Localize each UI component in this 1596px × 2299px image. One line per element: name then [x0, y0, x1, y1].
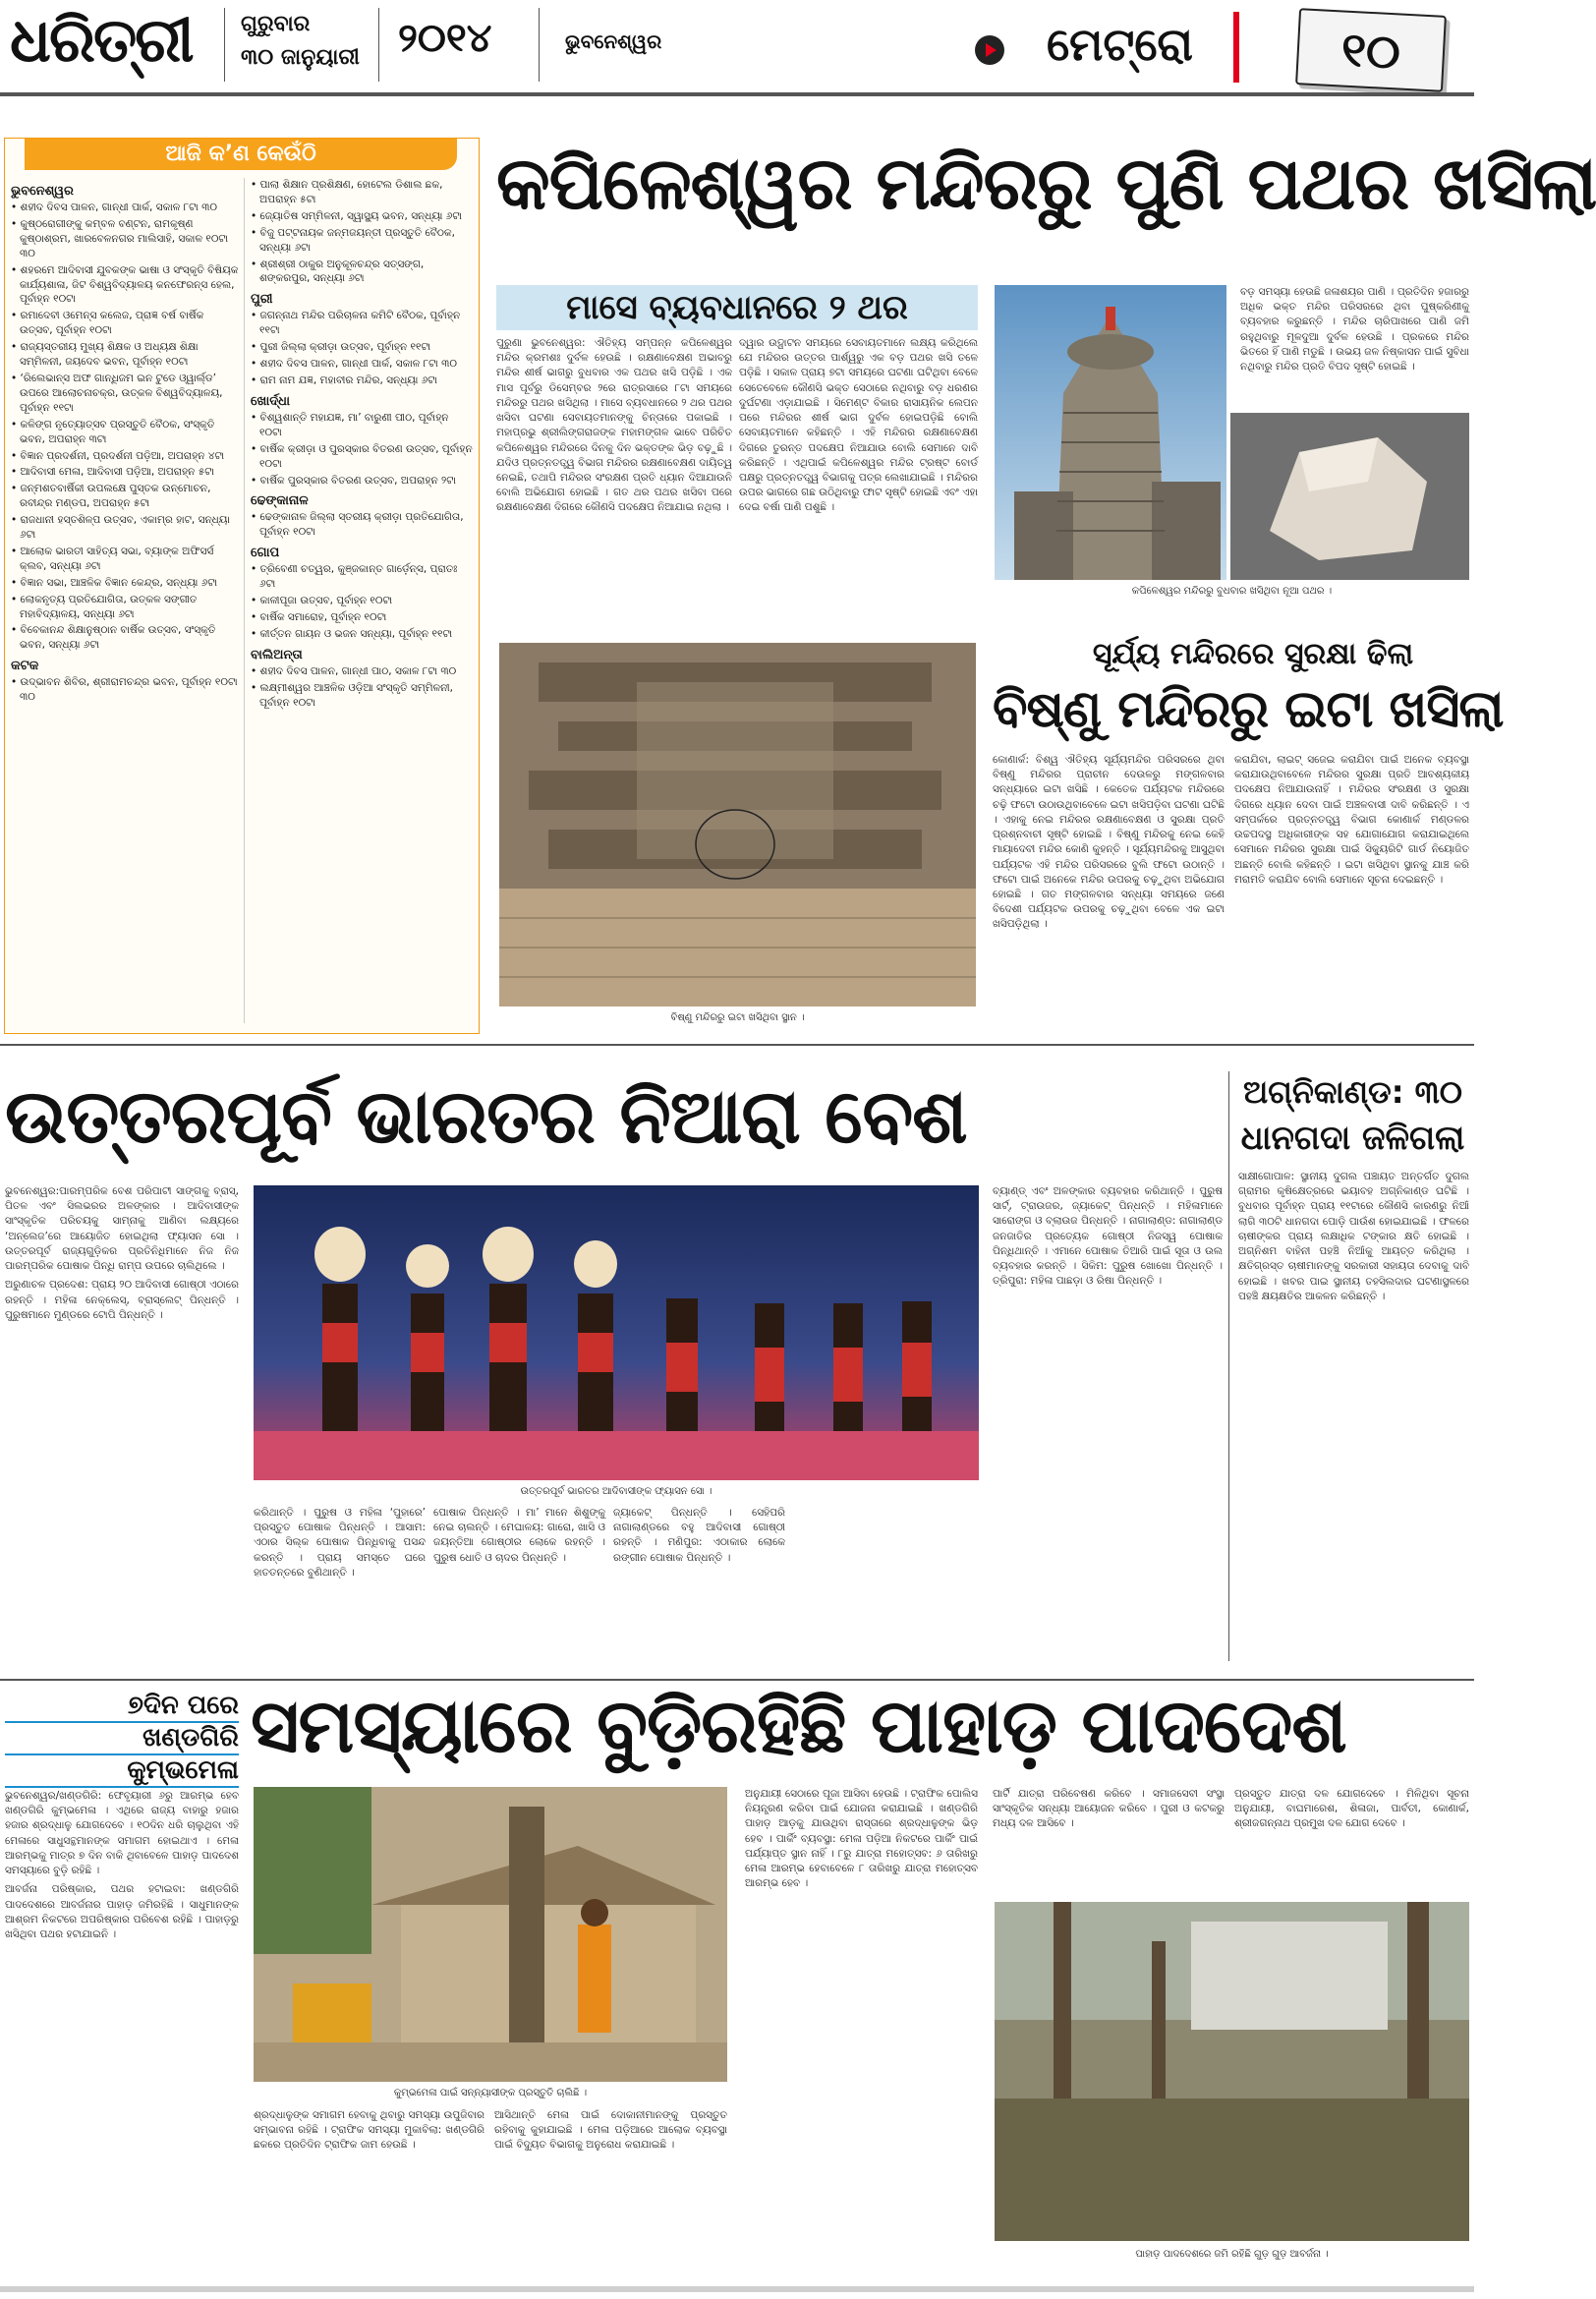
- story3-caption: ଉତ୍ତରପୂର୍ବ ଭାରତର ଆଦିବାସୀଙ୍କ ଫ୍ୟାସନ ସୋ ।: [520, 1486, 712, 1497]
- sidebar-event-item: • ଉଦ୍ଭାବନ ଶିବିର, ଶ୍ରୀରାମଚନ୍ଦ୍ର ଭବନ, ପୂର୍ବାହ୍ନ ୧୦ଟା ୩୦: [11, 675, 239, 705]
- sidebar-col-1: [11, 178, 239, 1027]
- sidebar-title: ଆଜି କ’ଣ କେଉଁଠି: [25, 139, 457, 170]
- story3-col-4: ଜ୍ୟାକେଟ୍ ପିନ୍ଧନ୍ତି । ସେହିପରି ନାଗାଲାଣ୍ଡରେ ବହୁ ଆଦିବାସୀ ଗୋଷ୍ଠୀ ରହନ୍ତି । ମଣିପୁର: ଏଠାକାର ଲୋକେ ରଙ୍ଗୀନ ପୋଷାକ ପିନ୍ଧନ୍ତି ।: [613, 1507, 785, 1564]
- story1-kicker-text: ମାସେ ବ୍ୟବଧାନରେ ୨ ଥର: [566, 288, 908, 327]
- date: ୩୦ ଜାନୁୟାରୀ: [241, 45, 360, 70]
- sidebar-section-heading: ଭୁବନେଶ୍ୱର: [11, 184, 74, 199]
- page-number-badge: [1295, 8, 1447, 92]
- stone-illustration: [1230, 413, 1469, 580]
- sidebar-event-item: • ରମାଦେବୀ ଓମେନ୍ସ କଲେଜ, ପ୍ରାଜ୍ଞ ବର୍ଷ ବାର୍ଷିକ ଉତ୍ସବ, ପୂର୍ବାହ୍ନ ୧୦ଟା: [11, 309, 239, 338]
- sidebar-event-item: • ଢେଙ୍କାନାଳ ଜିଲ୍ଲା ସ୍ତରୀୟ କ୍ରୀଡ଼ା ପ୍ରତିଯୋଗିତା, ପୂର୍ବାହ୍ନ ୧୦ଟା: [251, 510, 473, 540]
- sidebar-event-item: • ‘ରିଲେଭାନ୍ସ ଅଫ ଗାନ୍ଧିଜମ ଇନ ଟୁଡେ ଓ୍ୱାର୍ଲ୍ଡ’ ଉପରେ ଆଲୋଚନାଚକ୍ର, ଉତ୍କଳ ବିଶ୍ୱବିଦ୍ୟାଳୟ, ପୂର୍ବାହ୍ନ ୧୧ଟା: [11, 372, 239, 416]
- story3-col-1-text: ଭୁବନେଶ୍ୱର:ପାରମ୍ପରିକ ବେଶ ପରିପାଟୀ ସାଙ୍ଗକୁ ବ୍ରାସ୍, ପିତଳ ଏବଂ ସିଲଭରର ଅଳଙ୍କାର । ଆଦିବାସୀଙ୍କ ସାଂସ୍କୃତିକ ପରିଚୟକୁ ସାମ୍ନାକୁ ଆଣିବା ଲକ୍ଷ୍ୟରେ ‘ଅନ୍ଲେଜ’ରେ ଆୟୋଜିତ ହୋଇଥିଲା ଫ୍ୟାସନ ସୋ । ଉତ୍ତରପୂର୍ବ ରାଜ୍ୟଗୁଡ଼ିକର ପ୍ରତିନିଧିମାନେ ନିଜ ନିଜ ପାରମ୍ପରିକ ପୋଷାକ ପିନ୍ଧି ରାମ୍ପ ଉପରେ ଚାଲିଥିଲେ ।: [5, 1185, 239, 1273]
- footer-rule: [0, 2286, 1474, 2292]
- story5-col-1-text: ଭୁବନେଶ୍ୱର/ଖଣ୍ଡଗିରି: ଫେବୃୟାରୀ ୬ରୁ ଆରମ୍ଭ ହେବ ଖଣ୍ଡଗିରି କୁମ୍ଭମେଳା । ଏଥିରେ ରାଜ୍ୟ ବାହାରୁ ହଜାର ହଜାର ଶ୍ରଦ୍ଧାଳୁ ଯୋଗଦେବେ । ୧୦ଦିନ ଧରି ଚାଲୁଥିବା ଏହି ମେଳାରେ ସାଧୁସନ୍ଥମାନଙ୍କ ସମାଗମ ହୋଇଥାଏ । ମେଳା ଆରମ୍ଭକୁ ମାତ୍ର ୭ ଦିନ ବାକି ଥିବାବେଳେ ପାହାଡ଼ ପାଦଦେଶ ସମସ୍ୟାରେ ବୁଡ଼ି ରହିଛି ।: [5, 1790, 239, 1877]
- sidebar-event-item: • ତ୍ରିବେଣୀ ଚତ୍ୱର, କୁଞ୍ଜକାନ୍ତ ଗାର୍ଡ଼େନ୍ସ, ପ୍ରାତଃ ୬ଟା: [251, 562, 473, 592]
- newspaper-logo: ଧରିତ୍ରୀ: [10, 4, 193, 76]
- story1-col-3: ବଡ଼ ସମସ୍ୟା ହେଉଛି ଜଳାଶୟର ପାଣି । ପ୍ରତିଦିନ ହଜାରରୁ ଅଧିକ ଭକ୍ତ ମନ୍ଦିର ପରିସରରେ ଥିବା ପୁଷ୍କରିଣୀକୁ ବ୍ୟବହାର କରୁଛନ୍ତି । ମନ୍ଦିର ଚାରିପାଖରେ ପାଣି ଜମି ରହୁଥିବାରୁ ମୂଳଦୁଆ ଦୁର୍ବଳ ହେଉଛି । ପ୍ରକରେ ମନ୍ଦିର ଭିତରେ ହିଁ ପାଣି ମଡୁଛି । ଉଭୟ ଜଳ ନିଷ୍କାସନ ପାଇଁ ସୁବିଧା ନଥିବାରୁ ମନ୍ଦିର ପ୍ରତି ବିପଦ ସୃଷ୍ଟି ହୋଇଛି ।: [1240, 286, 1469, 374]
- sidebar-section-heading: ବାଲିଅନ୍ତା: [251, 647, 303, 662]
- sidebar-event-item: • ଶହୀଦ ଦିବସ ପାଳନ, ଗାନ୍ଧୀ ପାର୍କ, ସକାଳ ୮ଟା ୩୦: [11, 201, 239, 215]
- sidebar-event-item: • ଶହୀଦ ଦିବସ ପାଳନ, ଗାନ୍ଧୀ ପାର୍କ, ସକାଳ ୮ଟା ୩୦: [251, 357, 473, 372]
- story4-headline: ଧାନଗଦା ଜଳିଗଲା: [1240, 1119, 1465, 1158]
- story5-caption-2: ପାହାଡ଼ ପାଦଦେଶରେ ଜମି ରହିଛି ଗୁଡ଼ ଗୁଡ଼ ଆବର୍ଜନା ।: [1135, 2249, 1329, 2260]
- sidebar-event-item: • ବାର୍ଷିକ କ୍ରୀଡ଼ା ଓ ପୁରସ୍କାର ବିତରଣ ଉତ୍ସବ, ପୂର୍ବାହ୍ନ ୧୦ଟା: [251, 442, 473, 472]
- dancers-illustration: [254, 1185, 979, 1480]
- story1-col-1: ପୁରୁଣା ଭୁବନେଶ୍ୱର: ଐତିହ୍ୟ ସମ୍ପନ୍ନ କପିଳେଶ୍ୱର ମନ୍ଦିର କ୍ରମଶଃ ଦୁର୍ବଳ ହେଉଛି । ରକ୍ଷଣାବେକ୍ଷଣ ଅଭାବରୁ ମନ୍ଦିର ଶୀର୍ଷ ଭାଗରୁ ବୁଧବାର ଏକ ପଥର ଖସି ପଡ଼ିଛି । ଏକ ମାସ ପୂର୍ବରୁ ଡିସେମ୍ବର ୨ରେ ରାତ୍ରସାରେ ୮ଟା ସମୟରେ ମନ୍ଦିରରୁ ପଥର ଖସିଥିଲା । ମାସେ ବ୍ୟବଧାନରେ ୨ ଥର ପଥର ଖସିବା ଘଟଣା ସେବାୟତମାନଙ୍କୁ ଚିନ୍ତାରେ ପକାଇଛି । ମହାପ୍ରଭୁ ଶ୍ରୀଲିଙ୍ଗରାଜଙ୍କ ମହାମଙ୍ଗଳ ଭାବେ ପରିଚିତ କପିଳେଶ୍ୱର ମନ୍ଦିରରେ ଦିନକୁ ଦିନ ଭକ୍ତଙ୍କ ଭିଡ଼ ବଢ଼ୁଛି । ଯଦିଓ ପ୍ରତ୍ନତତ୍ତ୍ୱ ବିଭାଗ ମନ୍ଦିରର ରକ୍ଷଣାବେକ୍ଷଣ ଦାୟିତ୍ୱ ନେଇଛି, ତଥାପି ମନ୍ଦିରର ସଂରକ୍ଷଣ ପ୍ରତି ଧ୍ୟାନ ଦିଆଯାଉନି ବୋଲି ଅଭିଯୋଗ ହୋଇଛି । ଗତ ଥର ପଥର ଖସିବା ପରେ ରକ୍ଷଣାବେକ୍ଷଣ ଦିଗରେ କୌଣସି ପଦକ୍ଷେପ ନିଆଯାଇ ନଥିଲା ।: [496, 337, 732, 514]
- sidebar-event-item: • ଲକ୍ଷ୍ମୀଶ୍ୱର ଆଞ୍ଚଳିକ ଓଡ଼ିଆ ସଂସ୍କୃତି ସମ୍ମିଳନୀ, ପୂର୍ବାହ୍ନ ୧୦ଟା: [251, 681, 473, 711]
- story5-col-1b-text: ଆବର୍ଜନା ପରିଷ୍କାର, ପଥର ହଟାଇବା: ଖଣ୍ଡଗିରି ପାଦଦେଶରେ ଆବର୍ଜନାର ପାହାଡ଼ ଜମିରହିଛି । ସାଧୁମାନଙ୍କ ଆଶ୍ରମ ନିକଟରେ ଅପରିଷ୍କାର ପରିବେଶ ରହିଛି । ପାହାଡ଼ରୁ ଖସିଥିବା ପଥର ହଟାଯାଇନି ।: [5, 1883, 239, 1940]
- sidebar-col-2: [251, 178, 473, 1027]
- section-divider: [1233, 12, 1239, 83]
- year: ୨୦୧୪: [398, 16, 492, 61]
- story3-col-3: ପୋଷାକ ପିନ୍ଧନ୍ତି । ମା’ ମାନେ ଶିଶୁଙ୍କୁ ନେଇ ଚାଲନ୍ତି । ମେଘାଳୟ: ଗାରୋ, ଖାସି ଓ ଜୟନ୍ତିଆ ଗୋଷ୍ଠୀର ଲୋକେ ରହନ୍ତି । ପୁରୁଷ ଧୋତି ଓ ଚାଦର ପିନ୍ଧନ୍ତି ।: [433, 1507, 605, 1564]
- vishnu-temple-photo: [499, 643, 976, 1006]
- sidebar-event-item: • ରାଜଧାନୀ ହସ୍ତଶିଳ୍ପ ଉତ୍ସବ, ଏକାମ୍ର ହାଟ, ସନ୍ଧ୍ୟା ୬ଟା: [11, 513, 239, 543]
- sidebar-event-item: • ପୁରୀ ଜିଲ୍ଲା କ୍ରୀଡ଼ା ଉତ୍ସବ, ପୂର୍ବାହ୍ନ ୧୧ଟା: [251, 340, 473, 355]
- story3-col-1: [5, 1184, 239, 1666]
- story3-col-5: ବ୍ୟାଣ୍ଡ୍ ଏବଂ ଅଳଙ୍କାର ବ୍ୟବହାର କରିଥାନ୍ତି । ପୁରୁଷ ସାର୍ଟ୍, ଟ୍ରାଉଜର, ଜ୍ୟାକେଟ୍ ପିନ୍ଧନ୍ତି । ମହିଳାମାନେ ସାରୋଙ୍ଗ ଓ ବ୍ଲାଉଜ ପିନ୍ଧନ୍ତି । ନାଗାଲାଣ୍ଡ: ନାଗାଲାଣ୍ଡ ଜନଜାତିର ପ୍ରତ୍ୟେକ ଗୋଷ୍ଠୀ ନିଜସ୍ୱ ପୋଷାକ ପିନ୍ଧିଥାନ୍ତି । ଏମାନେ ପୋଷାକ ତିଆରି ପାଇଁ ସୂତା ଓ ଉଲ ବ୍ୟବହାର କରନ୍ତି । ସିକିମ: ପୁରୁଷ ଖୋଖୋ ପିନ୍ଧନ୍ତି । ତ୍ରିପୁରା: ମହିଳା ପାଛଡ଼ା ଓ ରିଷା ପିନ୍ଧନ୍ତି ।: [993, 1185, 1223, 1288]
- sidebar-event-item: • ବାର୍ଷିକ ସମାରୋହ, ପୂର୍ବାହ୍ନ ୧୦ଟା: [251, 610, 473, 625]
- sidebar-event-item: • ପାଲା ଶିକ୍ଷାନ ପ୍ରଶିକ୍ଷଣ, ହୋଟେଲ ଡିଶାଲ ଛକ, ଅପରାହ୍ନ ୫ଟା: [251, 178, 473, 207]
- story5-col-6: ପ୍ରସ୍ତୁତ ଯାତ୍ରା ଦଳ ଯୋଗଦେବେ । ମିଳିଥିବା ସୂଚନା ଅନୁଯାୟୀ, ବାଘମାରେଶ, ଶିଳାଜା, ପାର୍ବତୀ, କୋଣାର୍କ, ଶ୍ରୀଜଗନ୍ନାଥ ପ୍ରମୁଖ ଦଳ ଯୋଗ ଦେବେ ।: [1234, 1788, 1469, 1830]
- page-number: ୧୦: [1340, 22, 1402, 81]
- sidebar-event-item: • ବିଜ୍ଞାନ ପ୍ରଦର୍ଶନୀ, ପ୍ରଦର୍ଶନୀ ପଡ଼ିଆ, ଅପରାହ୍ନ ୪ଟା: [11, 449, 239, 464]
- events-sidebar: [4, 138, 480, 1034]
- sidebar-event-item: • ଜନ୍ମଶତବାର୍ଷିକୀ ଉପଲକ୍ଷେ ପୁସ୍ତକ ଉନ୍ମୋଚନ, ରବୀନ୍ଦ୍ର ମଣ୍ଡପ, ଅପରାହ୍ନ ୫ଟା: [11, 482, 239, 511]
- fallen-stone-photo: [1230, 413, 1469, 580]
- ashram-illustration: [254, 1787, 727, 2082]
- city: ଭୁବନେଶ୍ୱର: [565, 29, 662, 53]
- sidebar-event-item: • ବାର୍ଷିକ ପୁରସ୍କାର ବିତରଣ ଉତ୍ସବ, ଅପରାହ୍ନ ୨ଟା: [251, 474, 473, 489]
- sidebar-event-item: • କଳିଙ୍ଗ ନୃତ୍ୟୋତ୍ସବ ପ୍ରସ୍ତୁତି ବୈଠକ, ସଂସ୍କୃତି ଭବନ, ଅପରାହ୍ନ ୩ଟା: [11, 418, 239, 447]
- brick-wall-illustration: [499, 643, 976, 1006]
- story5-col-5: ପାର୍ଟି ଯାତ୍ରା ପରିବେଷଣ କରିବେ । ସମାଜସେବୀ ସଂସ୍ଥା ସାଂସ୍କୃତିକ ସନ୍ଧ୍ୟା ଆୟୋଜନ କରିବେ । ପୁରୀ ଓ କଟକରୁ ମଧ୍ୟ ଦଳ ଆସିବେ ।: [993, 1788, 1225, 1830]
- story5-col-1: [5, 1789, 239, 2275]
- story5-kicker-line-3: କୁମ୍ଭମେଳା: [5, 1753, 239, 1788]
- story2-col-2: କରାଯିବା, ଲାଇଟ୍ ସଜେଇ କରାଯିବା ପାଇଁ ଅନେକ ବ୍ୟବସ୍ଥା କରାଯାଉଥିବାବେଳେ ମନ୍ଦିରର ସୁରକ୍ଷା ପ୍ରତି ଆବଶ୍ୟକୀୟ ପଦକ୍ଷେପ ନିଆଯାଉନାହିଁ । ମନ୍ଦିରର ସଂରକ୍ଷଣ ଓ ସୁରକ୍ଷା ଦିଗରେ ଧ୍ୟାନ ଦେବା ପାଇଁ ଅଞ୍ଚଳବାସୀ ଦାବି କରିଛନ୍ତି । ଏ ସମ୍ପର୍କରେ ପ୍ରତ୍ନତତ୍ତ୍ୱ ବିଭାଗ କୋଣାର୍କ ମଣ୍ଡଳର ଉଚ୍ଚପଦସ୍ଥ ଅଧିକାରୀଙ୍କ ସହ ଯୋଗାଯୋଗ କରାଯାଇଥିଲେ ସେମାନେ ମନ୍ଦିରର ସୁରକ୍ଷା ପାଇଁ ସିକ୍ୟୁରିଟି ଗାର୍ଡ ନିୟୋଜିତ ଅଛନ୍ତି ବୋଲି କହିଛନ୍ତି । ଇଟା ଖସିଥିବା ସ୍ଥାନକୁ ଯାଞ୍ଚ କରି ମରାମତି କରାଯିବ ବୋଲି ସେମାନେ ସୂଚନା ଦେଇଛନ୍ତି ।: [1234, 754, 1469, 886]
- temple-illustration: [995, 285, 1226, 580]
- story5-kicker-line-2: ଖଣ୍ଡଗିରି: [5, 1721, 239, 1753]
- sidebar-event-item: • ବିଜ୍ଞାନ ସଭା, ଆଞ୍ଚଳିକ ବିଜ୍ଞାନ କେନ୍ଦ୍ର, ସନ୍ଧ୍ୟା ୬ଟା: [11, 576, 239, 591]
- sidebar-section-heading: କଟକ: [11, 659, 39, 674]
- story4-kicker: ଅଗ୍ନିକାଣ୍ଡ: ୩୦: [1243, 1073, 1462, 1111]
- story1-caption: କପିଳେଶ୍ୱର ମନ୍ଦିରରୁ ବୁଧବାର ଖସିଥିବା ନୂଆ ପଥର ।: [1131, 586, 1333, 597]
- sidebar-event-item: • ଜ୍ୟୋତିଷ ସମ୍ମିଳନୀ, ସ୍ୱାସ୍ଥ୍ୟ ଭବନ, ସନ୍ଧ୍ୟା ୬ଟା: [251, 209, 473, 224]
- story3-col-1b-text: ଅରୁଣାଚଳ ପ୍ରଦେଶ: ପ୍ରାୟ ୨୦ ଆଦିବାସୀ ଗୋଷ୍ଠୀ ଏଠାରେ ରହନ୍ତି । ମହିଳା ନେକ୍ଲେସ୍, ବ୍ରାସ୍ଲେଟ୍ ପିନ୍ଧନ୍ତି । ପୁରୁଷମାନେ ମୁଣ୍ଡରେ ଟୋପି ପିନ୍ଧନ୍ତି ।: [5, 1279, 239, 1321]
- sidebar-event-item: • କାଳୀପୂଜା ଉତ୍ସବ, ପୂର୍ବାହ୍ନ ୧୦ଟା: [251, 594, 473, 608]
- story4-body: ସାକ୍ଷୀଗୋପାଳ: ସ୍ଥାନୀୟ ଦୁଗଲ ପଞ୍ଚାୟତ ଅନ୍ତର୍ଗତ ଦୁଗଲ ଗ୍ରାମର କୃଷିକ୍ଷେତ୍ରରେ ଭୟାବହ ଅଗ୍ନିକାଣ୍ଡ ଘଟିଛି । ବୁଧବାର ପୂର୍ବାହ୍ନ ପ୍ରାୟ ୧୧ଟାରେ କୌଣସି କାରଣରୁ ନିଆଁ ଲାଗି ୩୦ଟି ଧାନଗଦା ପୋଡ଼ି ପାଉଁଶ ହୋଇଯାଇଛି । ଫଳରେ ଚାଷୀଙ୍କର ପ୍ରାୟ ଲକ୍ଷାଧିକ ଟଙ୍କାର କ୍ଷତି ହୋଇଛି । ଅଗ୍ନିଶମ ବାହିନୀ ପହଞ୍ଚି ନିଆଁକୁ ଆୟତ୍ତ କରିଥିଲା । କ୍ଷତିଗ୍ରସ୍ତ ଚାଷୀମାନଙ୍କୁ ସରକାରୀ ସହାୟତା ଦେବାକୁ ଦାବି ହୋଇଛି । ଖବର ପାଇ ସ୍ଥାନୀୟ ତହସିଲଦାର ଘଟଣାସ୍ଥଳରେ ପହଞ୍ଚି କ୍ଷୟକ୍ଷତିର ଆକଳନ କରିଛନ୍ତି ।: [1238, 1171, 1469, 1302]
- story5-kicker-box: [5, 1691, 239, 1789]
- sidebar-event-item: • ଜଗନ୍ନାଥ ମନ୍ଦିର ପରିଚାଳନା କମିଟି ବୈଠକ, ପୂର୍ବାହ୍ନ ୧୧ଟା: [251, 309, 473, 338]
- sidebar-event-item: • ରାମ ନାମ ଯଜ୍ଞ, ମହାବୀର ମନ୍ଦିର, ସନ୍ଧ୍ୟା ୬ଟା: [251, 374, 473, 388]
- story1-headline: କପିଳେଶ୍ୱର ମନ୍ଦିରରୁ ପୁଣି ପଥର ଖସିଲା: [496, 142, 1596, 226]
- sidebar-event-item: • ଶ୍ରୀଶ୍ରୀ ଠାକୁର ଅନୁକୂଳଚନ୍ଦ୍ର ସତ୍ସଙ୍ଗ, ଶଙ୍କରପୁର, ସନ୍ଧ୍ୟା ୬ଟା: [251, 258, 473, 287]
- story5-headline: ସମସ୍ୟାରେ ବୁଡ଼ିରହିଛି ପାହାଡ଼ ପାଦଦେଶ: [251, 1682, 1346, 1769]
- story3-headline: ଉତ୍ତରପୂର୍ବ ଭାରତର ନିଆରା ବେଶ: [5, 1072, 967, 1160]
- masthead: [0, 0, 1474, 98]
- story2-kicker: ସୂର୍ଯ୍ୟ ମନ୍ଦିରରେ ସୁରକ୍ଷା ଢିଲା: [1092, 637, 1414, 671]
- play-bullet-icon: [975, 35, 1004, 65]
- sidebar-event-item: • ବିଜୁ ପଟ୍ଟନାୟକ ଜନ୍ମଜୟନ୍ତୀ ପ୍ରସ୍ତୁତି ବୈଠକ, ସନ୍ଧ୍ୟା ୬ଟା: [251, 226, 473, 256]
- story1-kicker: [496, 285, 978, 330]
- section-name: ମେଟ୍ରୋ: [1047, 18, 1193, 71]
- story5-col-3: ଆସିଥାନ୍ତି ମେଳା ପାଇଁ ଦୋକାନୀମାନଙ୍କୁ ପ୍ରସ୍ତୁତ ରହିବାକୁ କୁହାଯାଇଛି । ମେଳା ପଡ଼ିଆରେ ଆଲୋକ ବ୍ୟବସ୍ଥା ପାଇଁ ବିଦ୍ୟୁତ ବିଭାଗକୁ ଅନୁରୋଧ କରାଯାଇଛି ।: [494, 2109, 727, 2152]
- story5-col-4: ଅନୁଯାୟୀ ସେଠାରେ ପୂଜା ଆସିବା ହେଉଛି । ଟ୍ରାଫିକ ପୋଲିସ ନିୟନ୍ତ୍ରଣ କରିବା ପାଇଁ ଯୋଜନା କରାଯାଇଛି । ଖଣ୍ଡଗିରି ପାହାଡ଼ ଆଡ଼କୁ ଯାଉଥିବା ରାସ୍ତାରେ ଶ୍ରଦ୍ଧାଳୁଙ୍କ ଭିଡ଼ ହେବ । ପାର୍କିଂ ବ୍ୟବସ୍ଥା: ମେଳା ପଡ଼ିଆ ନିକଟରେ ପାର୍କିଂ ପାଇଁ ପର୍ଯ୍ୟାପ୍ତ ସ୍ଥାନ ନାହିଁ । ୮ରୁ ଯାତ୍ରା ମହୋତ୍ସବ: ୬ ତାରିଖରୁ ମେଳା ଆରମ୍ଭ ହେବାବେଳେ ୮ ତାରିଖରୁ ଯାତ୍ରା ମହୋତ୍ସବ ଆରମ୍ଭ ହେବ ।: [745, 1788, 978, 1890]
- sidebar-event-item: • ଆଦିବାସୀ ମେଳା, ଆଦିବାସୀ ପଡ଼ିଆ, ଅପରାହ୍ନ ୫ଟା: [11, 465, 239, 480]
- sadhu-photo: [254, 1787, 727, 2082]
- story2-caption: ବିଷ୍ଣୁ ମନ୍ଦିରରୁ ଇଟା ଖସିଥିବା ସ୍ଥାନ ।: [670, 1012, 805, 1023]
- fashion-show-photo: [254, 1185, 979, 1480]
- temple-photo: [995, 285, 1226, 580]
- story5-col-2: ଶ୍ରଦ୍ଧାଳୁଙ୍କ ସମାଗମ ହେବାକୁ ଥିବାରୁ ସମସ୍ୟା ଉପୁଜିବାର ସମ୍ଭାବନା ରହିଛି । ଟ୍ରାଫିକ ସମସ୍ୟା ମୁକାବିଲା: ଖଣ୍ଡଗିରି ଛକରେ ପ୍ରତିଦିନ ଟ୍ରାଫିକ ଜାମ ହେଉଛି ।: [254, 2109, 484, 2152]
- sidebar-event-item: • ଲୋକନୃତ୍ୟ ପ୍ରତିଯୋଗିତା, ଉତ୍କଳ ସଙ୍ଗୀତ ମହାବିଦ୍ୟାଳୟ, ସନ୍ଧ୍ୟା ୬ଟା: [11, 593, 239, 622]
- sidebar-event-item: • ଶହୀଦ ଦିବସ ପାଳନ, ଗାନ୍ଧୀ ପାଠ, ସକାଳ ୮ଟା ୩୦: [251, 664, 473, 679]
- story5-caption-1: କୁମ୍ଭମେଳା ପାଇଁ ସନ୍ନ୍ୟାସୀଙ୍କ ପ୍ରସ୍ତୁତି ଚାଲିଛି ।: [393, 2088, 588, 2098]
- story1-col-2: ଦ୍ୱାର ଉଦ୍ଘାଟନ ସମୟରେ ସେବାୟତମାନେ ଲକ୍ଷ୍ୟ କରିଥିଲେ ଯେ ମନ୍ଦିରର ଉତ୍ତର ପାର୍ଶ୍ୱରୁ ଏକ ବଡ଼ ପଥର ଖସି ତଳେ ପଡ଼ିଛି । ସକାଳ ପ୍ରାୟ ୭ଟା ସମୟରେ ଘଟଣା ଘଟିଥିବା ବେଳେ ସେତେବେଳେ କୌଣସି ଭକ୍ତ ସେଠାରେ ନଥିବାରୁ ବଡ଼ ଧରଣର ଦୁର୍ଘଟଣା ଏଡ଼ାଯାଇଛି । ସିମେଣ୍ଟ ବିକାର ରାସାୟନିକ ଲେପନ ପରେ ମନ୍ଦିରର ଶୀର୍ଷ ଭାଗ ଦୁର୍ବଳ ହୋଇପଡ଼ିଛି ବୋଲି ସେବାୟତମାନେ କହିଛନ୍ତି । ଏହି ମନ୍ଦିରର ରକ୍ଷଣାବେକ୍ଷଣ ଦିଗରେ ତୁରନ୍ତ ପଦକ୍ଷେପ ନିଆଯାଉ ବୋଲି ସେମାନେ ଦାବି କରିଛନ୍ତି । ଏଥିପାଇଁ କପିଳେଶ୍ୱର ମନ୍ଦିର ଟ୍ରଷ୍ଟ ବୋର୍ଡ ପକ୍ଷରୁ ପ୍ରତ୍ନତତ୍ତ୍ୱ ବିଭାଗକୁ ପତ୍ର ଲେଖାଯାଇଛି । ମନ୍ଦିରର ଉପର ଭାଗରେ ଗଛ ଉଠିଥିବାରୁ ଫାଟ ସୃଷ୍ଟି ହୋଇଛି ଏବଂ ଏହା ଦେଇ ବର୍ଷା ପାଣି ପଶୁଛି ।: [739, 337, 978, 514]
- sidebar-section-heading: ଗୋପ: [251, 546, 280, 561]
- weekday: ଗୁରୁବାର: [241, 12, 311, 36]
- sidebar-event-item: • ଆଲୋକ ଭାରତୀ ସାହିତ୍ୟ ସଭା, ବ୍ୟାଙ୍କ ଅଫିସର୍ସ କ୍ଲବ, ସନ୍ଧ୍ୟା ୬ଟା: [11, 545, 239, 574]
- forest-illustration: [995, 1902, 1469, 2241]
- story3-col-2: କରିଥାନ୍ତି । ପୁରୁଷ ଓ ମହିଳା ‘ପୁହାରେ’ ପ୍ରସ୍ତୁତ ପୋଷାକ ପିନ୍ଧନ୍ତି । ଆସାମ: ଏଠାର ସିଲ୍କ ପୋଷାକ ପିନ୍ଧିବାକୁ ପସନ୍ଦ କରନ୍ତି । ପ୍ରାୟ ସମସ୍ତେ ଘରେ ହାତତନ୍ତରେ ବୁଣିଥାନ୍ତି ।: [254, 1507, 426, 1579]
- sidebar-section-heading: ପୁରୀ: [251, 292, 273, 308]
- story2-headline: ବିଷ୍ଣୁ ମନ୍ଦିରରୁ ଇଟା ଖସିଲା: [993, 680, 1504, 739]
- sidebar-event-item: • କୁଷ୍ଠରୋଗୀଙ୍କୁ କମ୍ବଳ ବଣ୍ଟନ, ରାମକୃଷ୍ଣ କୁଷ୍ଠାଶ୍ରମ, ଖାରବେଳନଗର ମାଲିସାହି, ସକାଳ ୧୦ଟା ୩୦: [11, 217, 239, 261]
- sidebar-event-item: • ଶହରମେ ଆଦିବାସୀ ଯୁବକଙ୍କ ଭାଷା ଓ ସଂସ୍କୃତି ବିଷିୟକ କାର୍ଯ୍ୟଶାଳା, ଜିଟ ବିଶ୍ୱବିଦ୍ୟାଳୟ କନଫେରନ୍ସ ହେଲ, ପୂର୍ବାହ୍ନ ୧୦ଟା: [11, 263, 239, 308]
- sidebar-event-item: • କୀର୍ତ୍ତନ ଗାୟନ ଓ ଭଜନ ସନ୍ଧ୍ୟା, ପୂର୍ବାହ୍ନ ୧୧ଟା: [251, 627, 473, 642]
- sidebar-event-item: • ବିଶ୍ୱଶାନ୍ତି ମହାଯଜ୍ଞ, ମା’ ବାରୁଣୀ ପୀଠ, ପୂର୍ବାହ୍ନ ୧୦ଟା: [251, 411, 473, 440]
- sidebar-event-item: • ବିବେକାନନ୍ଦ ଶିକ୍ଷାନୁଷ୍ଠାନ ବାର୍ଷିକ ଉତ୍ସବ, ସଂସ୍କୃତି ଭବନ, ସନ୍ଧ୍ୟା ୬ଟା: [11, 623, 239, 653]
- garbage-site-photo: [995, 1902, 1469, 2241]
- sidebar-event-item: • ରାଜ୍ୟସ୍ତରୀୟ ମୁଖ୍ୟ ଶିକ୍ଷକ ଓ ଅଧ୍ୟକ୍ଷ ଶିକ୍ଷା ସମ୍ମିଳନୀ, ଜୟଦେବ ଭବନ, ପୂର୍ବାହ୍ନ ୧୦ଟା: [11, 340, 239, 370]
- sidebar-section-heading: ଢେଙ୍କାନାଳ: [251, 493, 309, 509]
- story2-col-1: କୋଣାର୍କ: ବିଶ୍ୱ ଐତିହ୍ୟ ସୂର୍ଯ୍ୟମନ୍ଦିର ପରିସରରେ ଥିବା ବିଷ୍ଣୁ ମନ୍ଦିରର ପ୍ରାଚୀନ ଦେଉଳରୁ ମଙ୍ଗଳବାର ସନ୍ଧ୍ୟାରେ ଇଟା ଖସିଛି । କେତେକ ପର୍ଯ୍ୟଟକ ମନ୍ଦିରରେ ଚଢ଼ି ଫଟୋ ଉଠାଉଥିବାବେଳେ ଇଟା ଖସିପଡ଼ିବା ଘଟଣା ଘଟିଛି । ଏହାକୁ ନେଇ ମନ୍ଦିରର ରକ୍ଷଣାବେକ୍ଷଣ ଓ ସୁରକ୍ଷା ପ୍ରତି ପ୍ରଶ୍ନବାଚୀ ସୃଷ୍ଟି ହୋଇଛି । ବିଷ୍ଣୁ ମନ୍ଦିରକୁ ନେଇ କେହି ମାୟାଦେବୀ ମନ୍ଦିର କୋଣି କୁହନ୍ତି । ସୂର୍ଯ୍ୟମନ୍ଦିରକୁ ଆସୁଥିବା ପର୍ଯ୍ୟଟକ ଏହି ମନ୍ଦିର ପରିସରରେ ବୁଲି ଫଟୋ ଉଠାନ୍ତି । ଫଟୋ ପାଇଁ ଅନେକେ ମନ୍ଦିର ଉପରକୁ ଚଢ଼ୁଥିବା ଅଭିଯୋଗ ହୋଇଛି । ଗତ ମଙ୍ଗଳବାର ସନ୍ଧ୍ୟା ସମୟରେ ଜଣେ ବିଦେଶୀ ପର୍ଯ୍ୟଟକ ଉପରକୁ ଚଢ଼ୁଥିବା ବେଳେ ଏକ ଇଟା ଖସିପଡ଼ିଥିଲା ।: [993, 754, 1225, 931]
- sidebar-section-heading: ଖୋର୍ଦ୍ଧା: [251, 393, 290, 409]
- story5-kicker-line-1: ୭ଦିନ ପରେ: [128, 1691, 239, 1720]
